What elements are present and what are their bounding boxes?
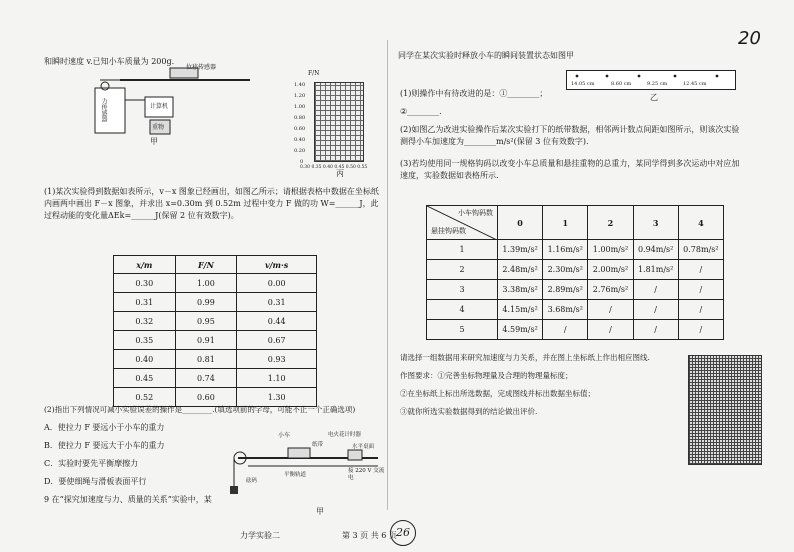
accel-table [426, 205, 724, 340]
chart-xticks: 0.30 0.35 0.40 0.45 0.50 0.55 [300, 165, 368, 170]
left-q1-text: (1)某次实验得到数据如表所示，v－x 图象已经画出，如图乙所示；请根据表格中数据在坐标纸内画两中画出 F－x 图象，并求出 x=0.30m 到 0.52m 过程中变力 F 做的功 W=______J，此过程动能的变化量ΔEk=______J(保留 2 位有效数字)。 [44, 187, 379, 220]
col-header: 1 [543, 206, 588, 240]
label-displacement-sensor: 位移传感器 [186, 64, 217, 71]
label-power: 接 220 V 交流电 [348, 468, 385, 481]
lab-setup-diagram [228, 428, 388, 500]
th-x: x/m [114, 256, 176, 274]
right-q1-b: ②________. [400, 107, 442, 116]
chart-ylabel: F/N [308, 70, 320, 77]
table-row: 1 1.39m/s² 1.16m/s² 1.00m/s² 0.94m/s² 0.78m/s² [427, 240, 724, 260]
label-table: 水平桌面 [352, 444, 375, 450]
label-car: 小车 [278, 432, 291, 439]
ytick: 1.00 [294, 104, 306, 110]
right-task-text: 请选择一组数据用来研究加速度与力关系，并在图上坐标纸上作出相应图线. [400, 353, 650, 362]
right-intro: 同学在某次实验时释放小车的瞬间装置状态如图甲 [398, 51, 574, 60]
tape-segment: 12.45 cm [683, 81, 707, 87]
ytick: 1.20 [294, 93, 306, 99]
option-a: A．使拉力 F 要远小于小车的重力 [44, 423, 165, 432]
table-row: 5 4.59m/s² / / / / [427, 320, 724, 340]
table-row: 0.45 0.74 1.10 [114, 369, 317, 388]
col-header: 0 [498, 206, 543, 240]
ytick: 1.40 [294, 82, 306, 88]
fig-label-yi: 乙 [650, 93, 658, 102]
footer-left: 力学实验二 [240, 531, 280, 540]
label-tape: 纸带 [312, 442, 324, 448]
corner-top: 小车钩码数 [458, 209, 493, 217]
graph-paper [314, 82, 364, 162]
footer-circle-number: 26 [396, 526, 410, 539]
left-q2-text: (2)指出下列情况可减小实验误差的操作是________.(填选项前的字母，可能不止一个正确选项) [44, 405, 356, 414]
footer-page: 第 3 页 共 6 页 [342, 531, 397, 540]
fig-label-jia-2: 甲 [316, 507, 324, 516]
tape-segment: 8.60 cm [611, 81, 632, 87]
col-header: 3 [633, 206, 678, 240]
ytick: 0.60 [294, 126, 306, 132]
ytick: 0 [300, 159, 304, 165]
right-q2-text: (2)如图乙为改进实验操作后某次实验打下的纸带数据，相邻两计数点间距如图所示，则该次实验测得小车加速度为________m/s²(保留 3 位有效数字). [400, 125, 740, 146]
table-row: 4 4.15m/s² 3.68m/s² / / / [427, 300, 724, 320]
label-computer: 计算机 [150, 103, 169, 110]
apparatus-diagram [90, 60, 270, 140]
table-row: 0.40 0.81 0.93 [114, 350, 317, 369]
table-corner [427, 206, 498, 240]
col-header: 4 [678, 206, 723, 240]
table-row: 0.32 0.95 0.44 [114, 312, 317, 331]
fig-label-bing: 丙 [336, 169, 344, 178]
th-v: v/m·s [237, 256, 317, 274]
footer-circle-mark [390, 520, 416, 546]
option-d: D．要使细绳与滑板表面平行 [44, 477, 147, 486]
ytick: 0.20 [294, 148, 306, 154]
label-weight: 重物 [152, 124, 165, 131]
table-row: 0.30 1.00 0.00 [114, 274, 317, 293]
table-row: 2 2.48m/s² 2.30m/s² 2.00m/s² 1.81m/s² / [427, 260, 724, 280]
right-req-3: ③就你所选实验数据得到的结论做出评价. [400, 407, 538, 416]
label-timer: 电火花计时器 [328, 432, 362, 438]
tape-segment: 9.25 cm [647, 81, 668, 87]
option-b: B．使拉力 F 要远大于小车的重力 [44, 441, 165, 450]
ytick: 0.40 [294, 137, 306, 143]
apparatus-figure [90, 60, 270, 140]
tape-segment: 14.05 cm [571, 81, 595, 87]
th-f: F/N [175, 256, 237, 274]
answer-graph-paper[interactable] [688, 355, 762, 465]
fig-label-jia: 甲 [150, 137, 158, 146]
label-force-sensor: 力传感器 [100, 98, 107, 122]
lab-setup-figure [228, 428, 388, 500]
left-data-table [113, 255, 317, 407]
right-req-2: ②在坐标纸上标出所选数据，完成图线并标出数据坐标值； [400, 389, 595, 398]
corner-bottom: 悬挂钩码数 [431, 227, 466, 235]
page-handwritten-number: 20 [738, 28, 761, 49]
q9-text: 9 在“探究加速度与力、质量的关系”实验中，某 [44, 495, 212, 504]
table-row: 0.52 0.60 1.30 [114, 388, 317, 407]
right-req-1: 作图要求：①完善坐标物理量及合理的物理量标度； [400, 371, 573, 380]
right-q3-text: (3)若均使用同一规格钩码以改变小车总质量和悬挂重物的总重力，某同学得到多次运动中对应加速度，实验数据如表格所示. [400, 159, 740, 180]
table-row: 3 3.38m/s² 2.89m/s² 2.76m/s² / / [427, 280, 724, 300]
ytick: 0.80 [294, 115, 306, 121]
right-q1-text: (1)则操作中有待改进的是：①________； [400, 89, 548, 98]
table-row: 0.31 0.99 0.31 [114, 293, 317, 312]
table-row: 0.35 0.91 0.67 [114, 331, 317, 350]
col-header: 2 [588, 206, 633, 240]
option-c: C．实验时要先平衡摩擦力 [44, 459, 139, 468]
fx-grid-chart [294, 70, 368, 172]
paper-tape [566, 70, 736, 90]
label-weights: 砝码 [246, 478, 258, 484]
left-intro: 和瞬时速度 v.已知小车质量为 200g. [44, 57, 175, 66]
label-track: 平衡轨道 [284, 472, 307, 478]
